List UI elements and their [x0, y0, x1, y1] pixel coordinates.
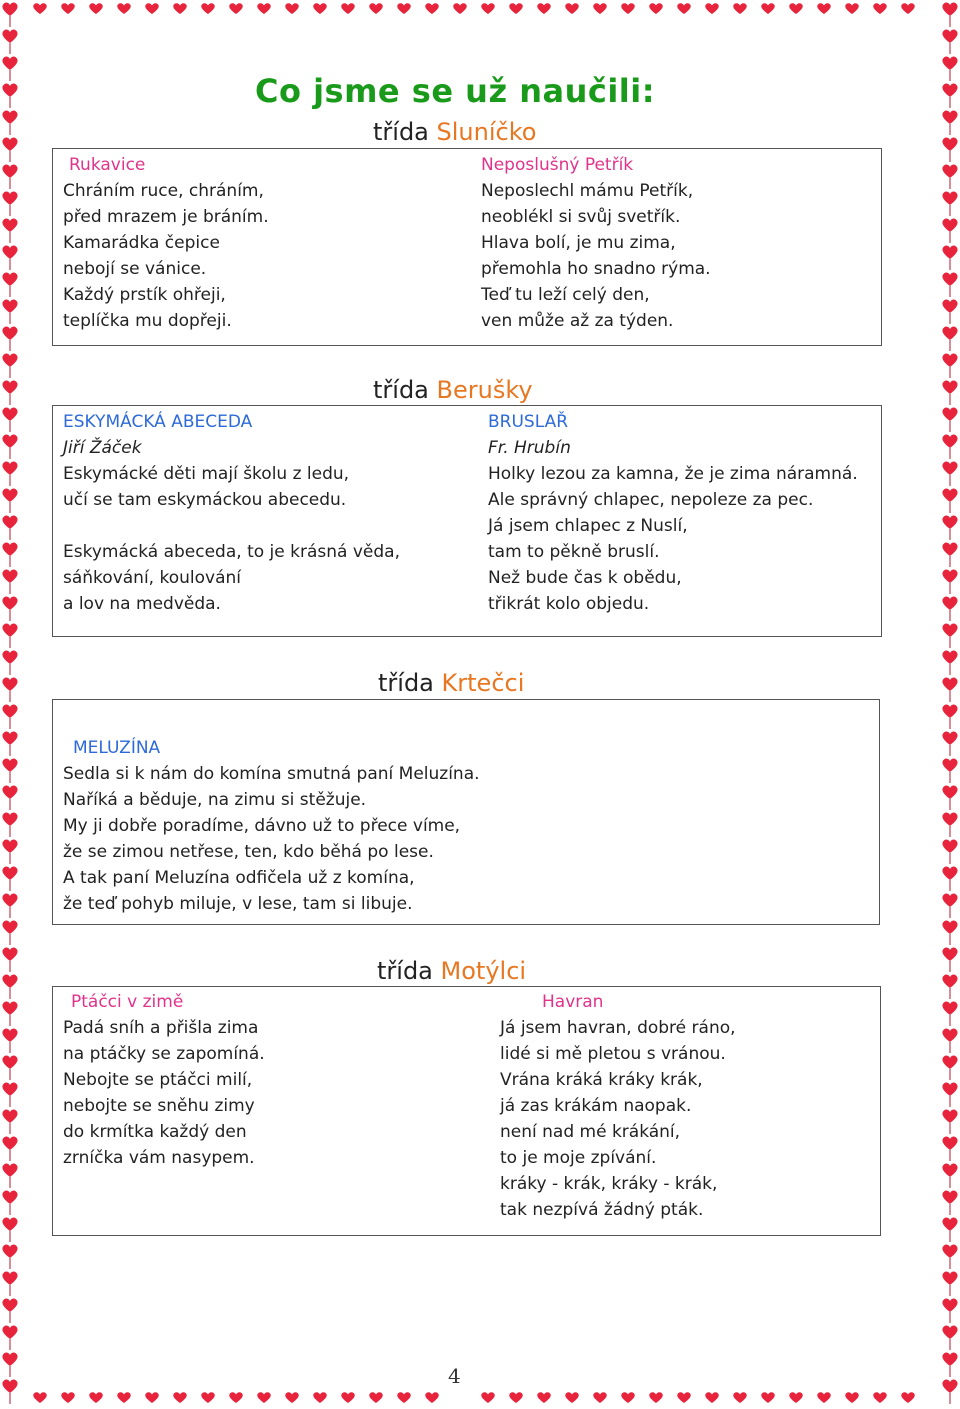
poem-meluzina — [63, 735, 480, 917]
poem-line: že teď pohyb miluje, v lese, tam si libuje. — [63, 894, 413, 914]
poem-line: Chráním ruce, chráním, — [63, 181, 264, 201]
poem-line: Kamarádka čepice — [63, 233, 220, 253]
poem-line: kráky - krák, kráky - krák, — [500, 1174, 718, 1194]
class-heading-motylci — [377, 957, 526, 985]
poem-line: Teď tu leží celý den, — [481, 285, 650, 305]
poem-line: Vrána kráká kráky krák, — [500, 1070, 703, 1090]
class-word: třída — [373, 376, 429, 404]
poem-line: nebojí se vánice. — [63, 259, 207, 279]
poem-line: do krmítka každý den — [63, 1122, 247, 1142]
poem-line: to je moje zpívání. — [500, 1148, 657, 1168]
poem-line: tak nezpívá žádný pták. — [500, 1200, 704, 1220]
poem-ptacci-v-zime — [63, 989, 265, 1171]
poem-line: Neposlechl mámu Petřík, — [481, 181, 694, 201]
poem-line: tam to pěkně bruslí. — [488, 542, 660, 562]
class-word: třída — [378, 669, 434, 697]
poem-author: Jiří Žáček — [63, 438, 142, 458]
poem-line: nebojte se sněhu zimy — [63, 1096, 255, 1116]
poem-title: Rukavice — [69, 155, 146, 175]
poem-line: zrníčka vám nasypem. — [63, 1148, 255, 1168]
poem-line: Eskymácké děti mají školu z ledu, — [63, 464, 350, 484]
poem-line: Holky lezou za kamna, že je zima náramná. — [488, 464, 858, 484]
poem-line: Sedla si k nám do komína smutná paní Meluzína. — [63, 764, 480, 784]
poem-neposlusny-petrik — [481, 152, 711, 334]
class-name: Motýlci — [440, 957, 527, 985]
poem-line: Já jsem havran, dobré ráno, — [500, 1018, 736, 1038]
poem-line: a lov na medvěda. — [63, 594, 221, 614]
class-name: Krtečci — [441, 669, 525, 697]
poem-line: Než bude čas k obědu, — [488, 568, 682, 588]
poem-title: MELUZÍNA — [73, 738, 161, 758]
poem-rukavice — [63, 152, 269, 334]
poem-line: před mrazem je bráním. — [63, 207, 269, 227]
poem-line: Nebojte se ptáčci milí, — [63, 1070, 253, 1090]
poem-line: Každý prstík ohřeji, — [63, 285, 226, 305]
poem-line: není nad mé krákání, — [500, 1122, 681, 1142]
poem-title: BRUSLAŘ — [488, 412, 569, 432]
poem-line: neoblékl si svůj svetřík. — [481, 207, 681, 227]
poem-line: teplíčka mu dopřeji. — [63, 311, 232, 331]
poem-line: lidé si mě pletou s vránou. — [500, 1044, 726, 1064]
poem-title: Neposlušný Petřík — [481, 155, 634, 175]
heart-border-right — [940, 0, 960, 1409]
poem-line: já zas krákám naopak. — [500, 1096, 692, 1116]
poem-line: učí se tam eskymáckou abecedu. — [63, 490, 347, 510]
poem-havran — [500, 989, 736, 1223]
poem-line: My ji dobře poradíme, dávno už to přece víme, — [63, 816, 461, 836]
poem-line: třikrát kolo objedu. — [488, 594, 650, 614]
poem-author: Fr. Hrubín — [488, 438, 571, 458]
class-name: Berušky — [436, 376, 533, 404]
poem-bruslar — [488, 409, 858, 617]
class-word: třída — [373, 118, 429, 146]
class-heading-krtecci — [378, 669, 524, 697]
class-heading-slunicko — [373, 118, 536, 146]
class-name: Sluníčko — [436, 118, 537, 146]
poem-line: sáňkování, koulování — [63, 568, 241, 588]
class-word: třída — [377, 957, 433, 985]
page-title: Co jsme se už naučili: — [254, 72, 656, 110]
poem-line: na ptáčky se zapomíná. — [63, 1044, 265, 1064]
poem-title: ESKYMÁCKÁ ABECEDA — [63, 412, 253, 432]
poem-line: Já jsem chlapec z Nuslí, — [488, 516, 688, 536]
heart-border-left — [0, 0, 20, 1409]
poem-line: Hlava bolí, je mu zima, — [481, 233, 676, 253]
poem-title: Havran — [542, 992, 604, 1012]
poem-line: A tak paní Meluzína odfičela už z komína, — [63, 868, 415, 888]
poem-line: že se zimou netřese, ten, kdo běhá po lese. — [63, 842, 434, 862]
poem-eskymacka-abeceda — [63, 409, 400, 617]
poem-line: Naříká a běduje, na zimu si stěžuje. — [63, 790, 367, 810]
poem-line: ven může až za týden. — [481, 311, 674, 331]
poem-line: Padá sníh a přišla zima — [63, 1018, 259, 1038]
poem-title: Ptáčci v zimě — [71, 992, 184, 1012]
class-heading-berusky — [373, 376, 533, 404]
poem-line: Ale správný chlapec, nepoleze za pec. — [488, 490, 814, 510]
poem-line: Eskymácká abeceda, to je krásná věda, — [63, 542, 400, 562]
stanza-gap — [63, 513, 400, 539]
heart-border-bottom — [0, 1389, 960, 1409]
poem-line: přemohla ho snadno rýma. — [481, 259, 711, 279]
page-number: 4 — [448, 1364, 461, 1388]
heart-border-top — [0, 0, 960, 20]
